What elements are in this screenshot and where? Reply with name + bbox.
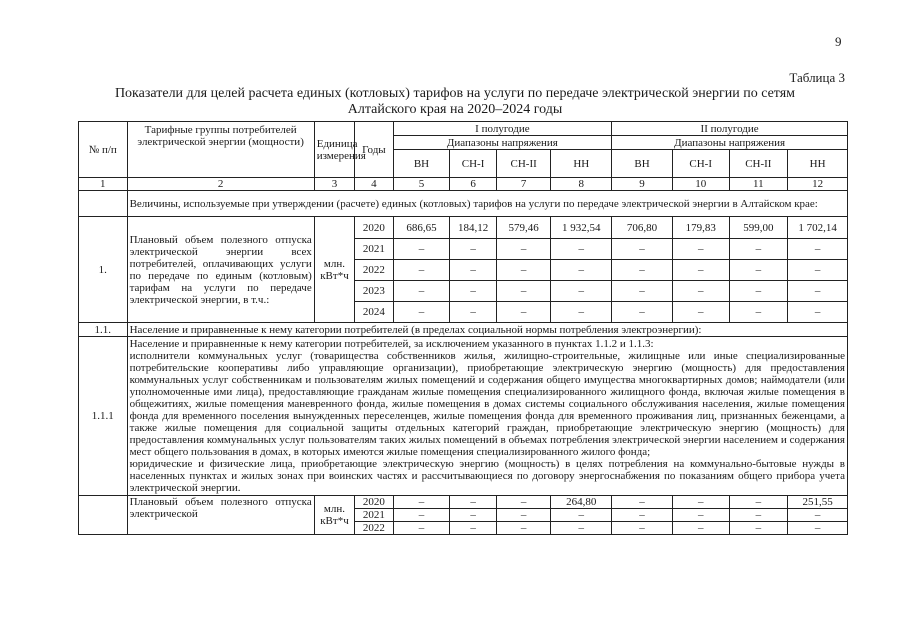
header-vn-2: ВН [612,150,673,178]
value-cell: – [393,239,450,260]
col-number: 7 [496,178,551,191]
value-cell: 184,12 [450,217,497,239]
header-voltage-1: Диапазоны напряжения [393,136,612,150]
value-cell: – [788,260,848,281]
value-cell: – [496,260,551,281]
header-vn-1: ВН [393,150,450,178]
value-cell: – [496,522,551,535]
value-cell: – [672,496,729,509]
value-cell: – [393,496,450,509]
value-cell: – [612,281,673,302]
value-cell: – [672,281,729,302]
value-cell: – [393,260,450,281]
tariff-table [78,121,848,535]
value-cell: – [496,239,551,260]
value-cell: – [551,260,612,281]
value-cell: – [672,509,729,522]
value-cell: – [612,509,673,522]
year-cell: 2020 [355,217,393,239]
value-cell: – [612,239,673,260]
col-number: 1 [79,178,128,191]
value-cell: – [612,302,673,323]
value-cell: – [729,260,788,281]
value-cell: 1 932,54 [551,217,612,239]
value-cell: – [788,302,848,323]
row-1-1-1-para-2: исполнители коммунальных услуг (товарищества собственников жилья, жилищно-строительные, жилищные или иные специализированные потребительские кооперативы либо управляющие организации), приобретающие электрическую энергию (мощность) для предоставления коммунальных услуг собственникам и пользователям жилых помещений и содержания общего имущества многоквартирных домов; наймодатели (или уполномоченные ими лица), предоставляющие гражданам жилые помещения специализированного жилищного фонда, включая жилые помещения в общежитиях, жилые помещения маневренного фонда, жилые помещения в домах системы социального обслуживания населения, жилые помещения фонда для временного поселения вынужденных переселенцев, жилые помещения фонда для временного проживания лиц, признанных беженцами, а также жилые помещения для социальной защиты отдельных категорий граждан, приобретающие электрическую энергию (мощность) для предоставления коммунальных услуг пользователям таких жилых помещений в объемах потребления электрической энергии населением и содержания мест общего пользования в домах, в которых имеются жилые помещения специализированного жилого фонда; [129,350,845,458]
value-cell: 264,80 [551,496,612,509]
header-nn-1: НН [551,150,612,178]
value-cell: 706,80 [612,217,673,239]
value-cell: – [450,281,497,302]
value-cell: – [612,260,673,281]
header-sn2-1: СН-II [496,150,551,178]
header-unit: Единица измерения [314,122,354,178]
col-number: 6 [450,178,497,191]
year-cell: 2024 [355,302,393,323]
value-cell: – [496,509,551,522]
row-1-1-1-para-3: юридические и физические лица, приобретающие электрическую энергию (мощность) в целях потребления на коммунально-бытовые нужды в населенных пунктах и жилых зонах при воинских частях и рассчитывающиеся по договору энергоснабжения по показаниям общего прибора учета электрической энергии. [129,458,845,494]
col-number: 9 [612,178,673,191]
value-cell: – [672,260,729,281]
value-cell: – [393,302,450,323]
value-cell: – [393,281,450,302]
row-1-1-1-text [127,337,847,496]
value-cell: – [729,496,788,509]
value-cell: – [788,522,848,535]
row-1-num: 1. [79,217,128,323]
col-number: 12 [788,178,848,191]
year-cell: 2020 [355,496,393,509]
row-1-1-1-para-1: Население и приравненные к нему категории потребителей, за исключением указанного в пунктах 1.1.2 и 1.1.3: [129,338,654,350]
value-cell: – [788,239,848,260]
row-1-unit: млн. кВт*ч [314,217,354,323]
row-1-1-text: Население и приравненные к нему категории потребителей (в пределах социальной нормы потребления электроэнергии): [127,323,847,337]
row-1-1-1-num: 1.1.1 [79,337,128,496]
value-cell: – [551,281,612,302]
value-cell: – [450,509,497,522]
header-nn-2: НН [788,150,848,178]
col-number: 8 [551,178,612,191]
value-cell: – [612,522,673,535]
row-1-1-num: 1.1. [79,323,128,337]
value-cell: – [393,522,450,535]
col-number: 5 [393,178,450,191]
value-cell: – [551,239,612,260]
page-number: 9 [835,34,842,49]
value-cell: – [551,509,612,522]
header-voltage-2: Диапазоны напряжения [612,136,848,150]
table-label: Таблица 3 [789,70,845,85]
value-cell: – [729,522,788,535]
value-cell: – [788,509,848,522]
value-cell: 1 702,14 [788,217,848,239]
value-cell: – [672,522,729,535]
value-cell: – [551,302,612,323]
value-cell: – [729,302,788,323]
year-cell: 2021 [355,509,393,522]
header-sn1-2: СН-I [672,150,729,178]
document-title: Показатели для целей расчета единых (котловых) тарифов на услуги по передаче электрической энергии по сетям Алтайского края на 2020–2024 годы [114,86,796,117]
value-cell: 599,00 [729,217,788,239]
header-sn1-1: СН-I [450,150,497,178]
value-cell: – [551,522,612,535]
value-cell: 579,46 [496,217,551,239]
header-years: Годы [355,122,393,178]
section-intro: Величины, используемые при утверждении (расчете) единых (котловых) тарифов на услуги по передаче электрической энергии в Алтайском крае: [127,191,847,217]
year-cell: 2022 [355,522,393,535]
value-cell: 686,65 [393,217,450,239]
value-cell: – [729,239,788,260]
col-number: 4 [355,178,393,191]
header-sn2-2: СН-II [729,150,788,178]
row-last-desc: Плановый объем полезного отпуска электрической [127,496,314,535]
value-cell: – [496,496,551,509]
value-cell: – [729,509,788,522]
header-half-1: I полугодие [393,122,612,136]
value-cell: – [450,496,497,509]
value-cell: – [450,522,497,535]
header-group: Тарифные группы потребителей электрической энергии (мощности) [127,122,314,178]
col-number: 10 [672,178,729,191]
col-number: 2 [127,178,314,191]
value-cell: – [612,496,673,509]
col-number: 11 [729,178,788,191]
year-cell: 2022 [355,260,393,281]
header-half-2: II полугодие [612,122,848,136]
value-cell: 179,83 [672,217,729,239]
value-cell: – [729,281,788,302]
row-1-desc: Плановый объем полезного отпуска электрической энергии всех потребителей, оплачивающих услуги по передаче по единым (котловым) тарифам на услуги по передаче электрической энергии, в т.ч.: [127,217,314,323]
row-last-unit: млн. кВт*ч [314,496,354,535]
value-cell: – [450,260,497,281]
value-cell: – [496,302,551,323]
year-cell: 2023 [355,281,393,302]
header-num: № п/п [79,122,128,178]
col-number: 3 [314,178,354,191]
value-cell: – [450,302,497,323]
value-cell: – [450,239,497,260]
value-cell: 251,55 [788,496,848,509]
value-cell: – [496,281,551,302]
value-cell: – [393,509,450,522]
value-cell: – [788,281,848,302]
year-cell: 2021 [355,239,393,260]
value-cell: – [672,239,729,260]
value-cell: – [672,302,729,323]
